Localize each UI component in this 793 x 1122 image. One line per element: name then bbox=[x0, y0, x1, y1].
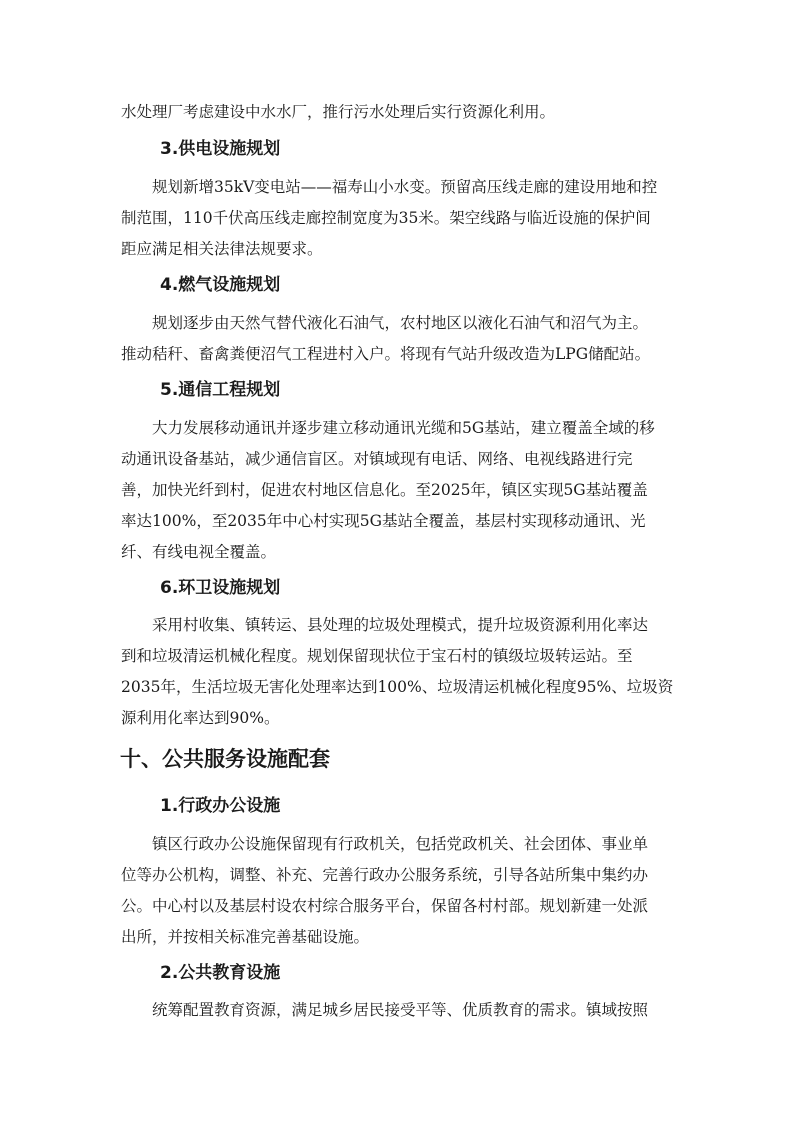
paragraph-line: 到和垃圾清运机械化程度。规划保留现状位于宝石村的镇级垃圾转运站。至 bbox=[121, 647, 633, 665]
paragraph-line: 大力发展移动通讯并逐步建立移动通讯光缆和5G基站，建立覆盖全域的移 bbox=[152, 419, 655, 437]
paragraph-line: 善，加快光纤到村，促进农村地区信息化。至2025年，镇区实现5G基站覆盖 bbox=[121, 481, 648, 499]
paragraph-line: 距应满足相关法律法规要求。 bbox=[121, 240, 323, 258]
heading-gas: 4.燃气设施规划 bbox=[160, 275, 281, 295]
paragraph-line: 规划新增35kV变电站——福寿山小水变。预留高压线走廊的建设用地和控 bbox=[152, 178, 658, 196]
section-title-public-services: 十、公共服务设施配套 bbox=[120, 747, 330, 771]
paragraph-line: 位等办公机构，调整、补充、完善行政办公服务系统，引导各站所集中集约办 bbox=[121, 866, 649, 884]
paragraph-line: 公。中心村以及基层村设农村综合服务平台，保留各村村部。规划新建一处派 bbox=[121, 897, 649, 915]
paragraph-line: 水处理厂考虑建设中水水厂，推行污水处理后实行资源化利用。 bbox=[121, 103, 556, 121]
heading-admin-office: 1.行政办公设施 bbox=[160, 796, 281, 816]
paragraph-line: 规划逐步由天然气替代液化石油气，农村地区以液化石油气和沼气为主。 bbox=[152, 314, 649, 332]
paragraph-line: 动通讯设备基站，减少通信盲区。对镇域现有电话、网络、电视线路进行完 bbox=[121, 450, 633, 468]
heading-telecom: 5.通信工程规划 bbox=[160, 380, 281, 400]
paragraph-line: 出所，并按相关标准完善基础设施。 bbox=[121, 928, 370, 946]
paragraph-line: 源利用化率达到90%。 bbox=[121, 709, 280, 727]
paragraph-line: 率达100%，至2035年中心村实现5G基站全覆盖，基层村实现移动通讯、光 bbox=[121, 512, 646, 530]
paragraph-line: 推动秸秆、畜禽粪便沼气工程进村入户。将现有气站升级改造为LPG储配站。 bbox=[121, 345, 651, 363]
paragraph-line: 纤、有线电视全覆盖。 bbox=[121, 543, 277, 561]
heading-sanitation: 6.环卫设施规划 bbox=[160, 578, 281, 598]
paragraph-line: 统筹配置教育资源，满足城乡居民接受平等、优质教育的需求。镇域按照 bbox=[152, 1001, 649, 1019]
paragraph-line: 制范围，110千伏高压线走廊控制宽度为35米。架空线路与临近设施的保护间 bbox=[121, 209, 651, 227]
heading-public-education: 2.公共教育设施 bbox=[160, 963, 281, 983]
paragraph-line: 2035年，生活垃圾无害化处理率达到100%、垃圾清运机械化程度95%、垃圾资 bbox=[121, 678, 674, 696]
heading-power-supply: 3.供电设施规划 bbox=[160, 139, 281, 159]
paragraph-line: 镇区行政办公设施保留现有行政机关，包括党政机关、社会团体、事业单 bbox=[152, 835, 649, 853]
paragraph-line: 采用村收集、镇转运、县处理的垃圾处理模式，提升垃圾资源利用化率达 bbox=[152, 616, 649, 634]
